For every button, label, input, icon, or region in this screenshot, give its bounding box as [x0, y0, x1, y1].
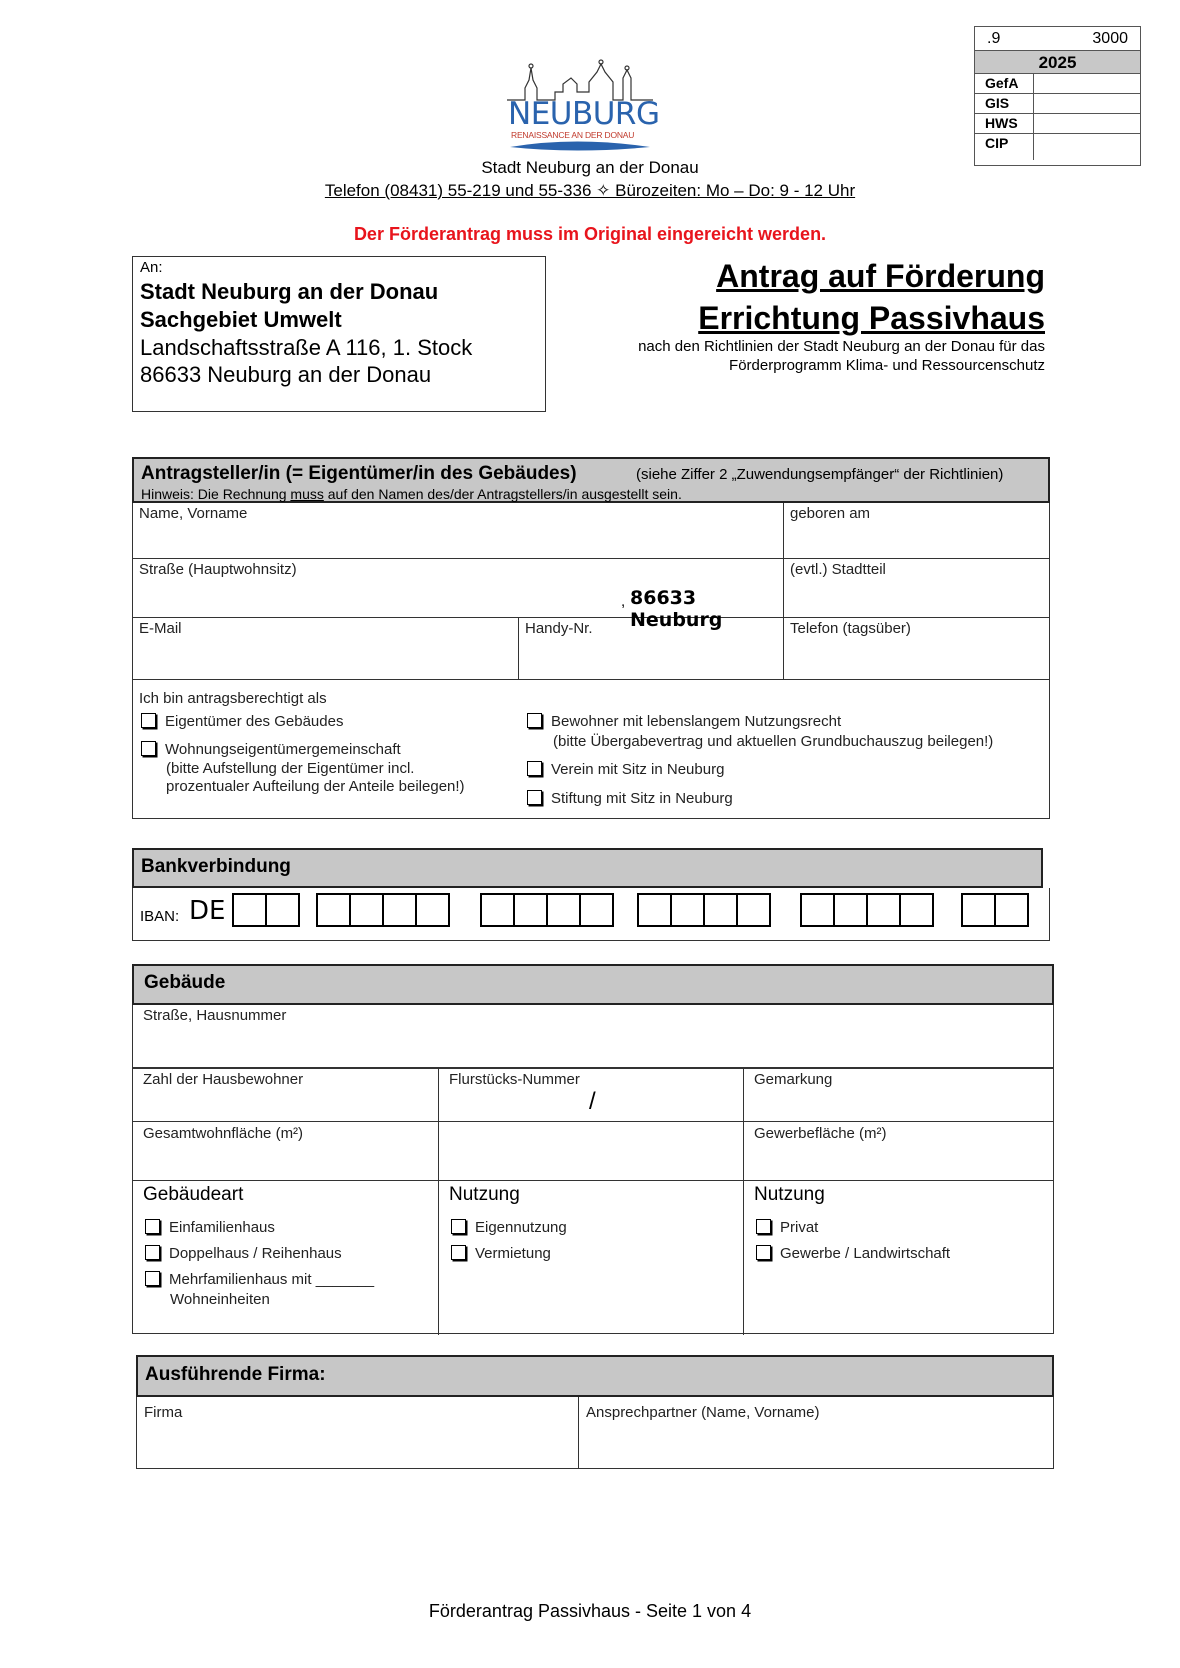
iban-digit-cell — [800, 893, 835, 927]
type-single-family[interactable]: Einfamilienhaus — [145, 1219, 275, 1236]
code-prefix: .9 — [987, 30, 1001, 47]
building-street-field[interactable]: Straße, Hausnummer — [143, 1007, 287, 1024]
name-field[interactable]: Name, Vorname — [133, 503, 784, 559]
usage-heading: Nutzung — [449, 1184, 520, 1205]
checkbox-icon — [141, 713, 156, 728]
street-field[interactable]: Straße (Hauptwohnsitz) , 86633 Neuburg — [133, 559, 784, 618]
recipient-address-box — [132, 256, 546, 412]
checkbox-icon — [141, 741, 156, 756]
address-line: Landschaftsstraße A 116, 1. Stock — [140, 335, 473, 360]
river-icon — [505, 140, 655, 154]
building-heading: Gebäude — [144, 972, 226, 993]
usage-type-heading: Nutzung — [754, 1184, 825, 1205]
company-name-field[interactable]: Firma — [137, 1397, 579, 1468]
checkbox-icon — [145, 1245, 160, 1260]
bank-heading: Bankverbindung — [141, 856, 291, 877]
code-row: HWS — [975, 114, 1140, 134]
building-header — [132, 964, 1054, 1005]
code-number: 3000 — [1092, 30, 1128, 47]
iban-digit-cell — [961, 893, 996, 927]
empty-field — [439, 1122, 744, 1181]
building-section — [132, 964, 1054, 1334]
parcel-field[interactable]: Flurstücks-Nummer / — [439, 1068, 744, 1122]
code-row: GefA — [975, 74, 1140, 94]
eligibility-weg-note: (bitte Aufstellung der Eigentümer incl. — [166, 760, 415, 777]
iban-digit-cell — [546, 893, 581, 927]
district-field[interactable]: Gemarkung — [744, 1068, 1053, 1122]
page-footer: Förderantrag Passivhaus - Seite 1 von 4 — [428, 1601, 752, 1621]
iban-digit-cell — [513, 893, 548, 927]
iban-digit-cell — [316, 893, 351, 927]
checkbox-icon — [145, 1271, 160, 1286]
type-multi-family-units: Wohneinheiten — [170, 1291, 270, 1308]
bank-header — [132, 848, 1043, 888]
checkbox-icon — [527, 790, 542, 805]
iban-digit-cell — [703, 893, 738, 927]
iban-digit-cell — [349, 893, 384, 927]
eligibility-label: Ich bin antragsberechtigt als — [139, 690, 327, 707]
checkbox-icon — [756, 1219, 771, 1234]
usage-commercial[interactable]: Gewerbe / Landwirtschaft — [756, 1245, 950, 1262]
iban-country: DE — [189, 896, 226, 926]
address-line: Sachgebiet Umwelt — [140, 307, 342, 332]
email-field[interactable]: E-Mail — [133, 618, 519, 680]
city-name: Stadt Neuburg an der Donau — [481, 158, 699, 177]
form-title: Errichtung Passivhaus — [698, 300, 1045, 336]
eligibility-owner[interactable]: Eigentümer des Gebäudes — [141, 713, 343, 730]
birthdate-field[interactable]: geboren am — [784, 503, 1050, 559]
applicant-header — [132, 457, 1050, 503]
company-heading: Ausführende Firma: — [145, 1364, 326, 1385]
contact-line: Telefon (08431) 55-219 und 55-336 ✧ Bürozeiten: Mo – Do: 9 - 12 Uhr — [324, 181, 856, 200]
form-title: Antrag auf Förderung — [716, 258, 1045, 294]
code-row: GIS — [975, 94, 1140, 114]
code-year: 2025 — [975, 51, 1140, 74]
eligibility-resident-note: (bitte Übergabevertrag und aktuellen Grundbuchauszug beilegen!) — [553, 733, 994, 750]
iban-digit-cell — [232, 893, 267, 927]
city-suffix: 86633 Neuburg — [630, 587, 723, 631]
address-line: 86633 Neuburg an der Donau — [140, 362, 432, 387]
company-contact-field[interactable]: Ansprechpartner (Name, Vorname) — [586, 1404, 820, 1421]
eligibility-foundation[interactable]: Stiftung mit Sitz in Neuburg — [527, 790, 733, 807]
applicant-heading: Antragsteller/in (= Eigentümer/in des Gebäudes) — [141, 463, 577, 484]
iban-digit-cell — [579, 893, 614, 927]
district-field[interactable]: (evtl.) Stadtteil — [784, 559, 1050, 618]
checkbox-icon — [145, 1219, 160, 1234]
logo-wordmark: NEUBURG — [508, 96, 660, 132]
eligibility-resident[interactable]: Bewohner mit lebenslangem Nutzungsrecht — [527, 713, 841, 730]
original-warning: Der Förderantrag muss im Original eingereicht werden. — [353, 224, 827, 244]
company-section — [136, 1355, 1054, 1469]
iban-digit-cell — [480, 893, 515, 927]
applicant-heading-note: (siehe Ziffer 2 „Zuwendungsempfänger“ der Richtlinien) — [636, 466, 1004, 483]
living-area-field[interactable]: Gesamtwohnfläche (m²) — [133, 1122, 439, 1181]
iban-digit-cell — [899, 893, 934, 927]
iban-digit-cell — [637, 893, 672, 927]
checkbox-icon — [756, 1245, 771, 1260]
iban-digit-cell — [994, 893, 1029, 927]
mobile-field[interactable]: Handy-Nr. — [519, 618, 784, 680]
iban-label: IBAN: — [140, 908, 180, 925]
checkbox-icon — [527, 761, 542, 776]
usage-type-group — [744, 1181, 1053, 1335]
iban-digit-cell — [866, 893, 901, 927]
address-prefix: An: — [140, 259, 163, 276]
type-semi-detached[interactable]: Doppelhaus / Reihenhaus — [145, 1245, 342, 1262]
phone-field[interactable]: Telefon (tagsüber) — [784, 618, 1050, 680]
usage-own[interactable]: Eigennutzung — [451, 1219, 567, 1236]
iban-digit-cell — [265, 893, 300, 927]
eligibility-weg[interactable]: Wohnungseigentümergemeinschaft — [141, 741, 401, 758]
invoice-hint: Hinweis: Die Rechnung muss auf den Namen des/der Antragstellers/in ausgestellt sein. — [141, 486, 682, 502]
iban-row — [132, 888, 1050, 941]
iban-digit-cell — [670, 893, 705, 927]
iban-digit-cell — [736, 893, 771, 927]
form-subtitle: nach den Richtlinien der Stadt Neuburg an der Donau für das — [638, 338, 1045, 355]
company-header — [136, 1355, 1054, 1397]
usage-group — [439, 1181, 744, 1335]
neuburg-logo — [505, 58, 660, 148]
usage-rental[interactable]: Vermietung — [451, 1245, 551, 1262]
code-row: CIP — [975, 134, 1140, 160]
eligibility-club[interactable]: Verein mit Sitz in Neuburg — [527, 761, 724, 778]
iban-digit-cell — [415, 893, 450, 927]
building-type-heading: Gebäudeart — [143, 1184, 244, 1205]
form-subtitle: Förderprogramm Klima- und Ressourcenschutz — [729, 357, 1045, 374]
building-type-group — [133, 1181, 439, 1335]
applicant-section — [132, 457, 1050, 819]
office-code-table — [974, 26, 1141, 166]
type-multi-family[interactable]: Mehrfamilienhaus mit _______ — [145, 1271, 374, 1288]
commercial-area-field[interactable]: Gewerbefläche (m²) — [744, 1122, 1053, 1181]
logo-tagline: RENAISSANCE AN DER DONAU — [511, 130, 635, 140]
iban-digit-cell — [833, 893, 868, 927]
address-line: Stadt Neuburg an der Donau — [140, 279, 439, 304]
iban-input-cells[interactable] — [232, 893, 1172, 929]
eligibility-weg-note: prozentualer Aufteilung der Anteile beilegen!) — [166, 778, 465, 795]
checkbox-icon — [451, 1245, 466, 1260]
checkbox-icon — [451, 1219, 466, 1234]
iban-digit-cell — [382, 893, 417, 927]
residents-field[interactable]: Zahl der Hausbewohner — [133, 1068, 439, 1122]
usage-private[interactable]: Privat — [756, 1219, 818, 1236]
checkbox-icon — [527, 713, 542, 728]
